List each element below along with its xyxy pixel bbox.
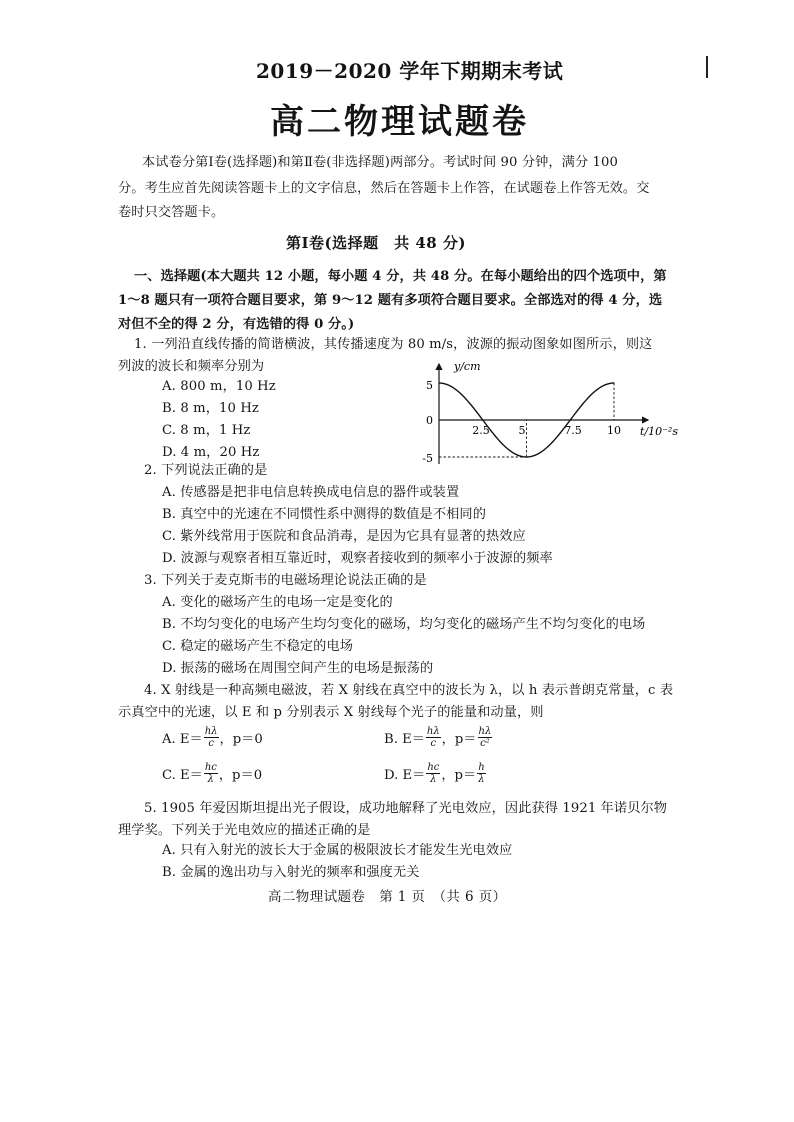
intro-line: 本试卷分第Ⅰ卷(选择题)和第Ⅱ卷(非选择题)两部分。考试时间 90 分钟，满分 100 (142, 155, 619, 170)
wave-data-point (526, 456, 527, 457)
fraction-denominator: λ (207, 774, 215, 785)
question-5-option-b: B. 金属的逸出功与入射光的频率和强度无关 (162, 865, 420, 880)
y-tick-label: -5 (422, 452, 433, 465)
formula-text: ，p＝0 (219, 732, 263, 747)
x-tick-label: 7.5 (564, 424, 582, 437)
question-3-stem: 3. 下列关于麦克斯韦的电磁场理论说法正确的是 (144, 573, 427, 588)
question-1-option-a: A. 800 m，10 Hz (162, 379, 276, 394)
fraction (204, 726, 219, 749)
x-tick-label: 10 (607, 424, 621, 437)
question-2-option-c: C. 紫外线常用于医院和食品消毒，是因为它具有显著的热效应 (162, 529, 526, 544)
wave-data-point (613, 382, 614, 383)
question-1-option-b: B. 8 m，10 Hz (162, 401, 259, 416)
question-2-option-a: A. 传感器是把非电信息转换成电信息的器件或装置 (162, 485, 460, 500)
question-4-stem: 4. X 射线是一种高频电磁波，若 X 射线在真空中的波长为 λ，以 h 表示普朗克常量，c 表 (144, 683, 674, 698)
exam-title: 高二物理试题卷 (270, 102, 529, 142)
wave-data-point (482, 419, 483, 420)
question-4-option-c (162, 762, 262, 785)
question-2-option-d: D. 波源与观察者相互靠近时，观察者接收到的频率小于波源的频率 (162, 551, 553, 566)
wave-data-point (460, 393, 461, 394)
formula-text: ，p＝ (441, 732, 477, 747)
formula-label: C. E＝ (162, 768, 203, 783)
question-3-option-b: B. 不均匀变化的电场产生均匀变化的磁场，均匀变化的磁场产生不均匀变化的电场 (162, 617, 646, 632)
question-4-stem: 示真空中的光速，以 E 和 p 分别表示 X 射线每个光子的能量和动量，则 (118, 705, 544, 720)
fraction-numerator: hc (427, 762, 440, 773)
formula-label: B. E＝ (384, 732, 425, 747)
fraction (477, 762, 485, 785)
fraction-numerator: hc (204, 762, 217, 773)
question-4-option-d (384, 762, 487, 785)
fraction-denominator: c (430, 738, 437, 749)
question-5-stem: 5. 1905 年爱因斯坦提出光子假设，成功地解释了光电效应，因此获得 1921 年诺贝尔物 (144, 801, 668, 816)
question-5-stem: 理学奖。下列关于光电效应的描述正确的是 (118, 823, 371, 838)
x-tick-label: 5 (518, 424, 526, 437)
formula-text: ，p＝0 (218, 768, 263, 783)
question-2-option-b: B. 真空中的光速在不同惯性系中测得的数值是不相同的 (162, 507, 486, 522)
y-axis-label: y/cm (454, 360, 481, 373)
question-1-option-d: D. 4 m，20 Hz (162, 445, 260, 460)
question-3-option-c: C. 稳定的磁场产生不稳定的电场 (162, 639, 354, 654)
instruction-line: 对但不全的得 2 分，有选错的得 0 分。) (118, 317, 355, 332)
fraction (478, 726, 493, 749)
fraction (204, 762, 218, 785)
scan-edge-mark (706, 56, 708, 78)
formula-label: D. E＝ (384, 768, 426, 783)
instruction-line: 1～8 题只有一项符合题目要求，第 9～12 题有多项符合题目要求。全部选对的得 4 分，选 (118, 293, 663, 308)
fraction-denominator: λ (430, 774, 437, 785)
instruction-line: 一、选择题(本大题共 12 小题，每小题 4 分，共 48 分。在每小题给出的四个选项中，第 (134, 269, 667, 284)
question-2-stem: 2. 下列说法正确的是 (144, 463, 268, 478)
question-4-option-b (384, 726, 493, 749)
question-3-option-a: A. 变化的磁场产生的电场一定是变化的 (162, 595, 393, 610)
x-axis-label: t/10⁻²s (640, 425, 678, 438)
fraction-numerator: h (478, 762, 485, 773)
intro-line: 卷时只交答题卡。 (118, 205, 225, 220)
question-1-stem: 列波的波长和频率分别为 (118, 359, 265, 374)
fraction-denominator: c (208, 738, 214, 749)
wave-data-point (570, 419, 571, 420)
fraction-denominator: λ (478, 774, 485, 785)
page-footer: 高二物理试题卷 第 1 页 （共 6 页） (268, 889, 507, 905)
question-5-option-a: A. 只有入射光的波长大于金属的极限波长才能发生光电效应 (162, 843, 513, 858)
wave-data-point (592, 393, 593, 394)
wave-data-point (438, 382, 439, 383)
question-1-stem: 1. 一列沿直线传播的简谐横波，其传播速度为 80 m/s，波源的振动图象如图所示，则这 (134, 337, 653, 352)
fraction-numerator: hλ (426, 726, 440, 737)
fraction-denominator: c² (480, 738, 490, 749)
wave-data-point (548, 446, 549, 447)
wave-vibration-chart (418, 356, 688, 474)
intro-line: 分。考生应首先阅读答题卡上的文字信息，然后在答题卡上作答，在试题卷上作答无效。交 (118, 181, 650, 196)
question-3-option-d: D. 振荡的磁场在周围空间产生的电场是振荡的 (162, 661, 434, 676)
fraction (426, 726, 441, 749)
formula-text: ，p＝ (441, 768, 477, 783)
question-1-option-c: C. 8 m，1 Hz (162, 423, 251, 438)
fraction-numerator: hλ (478, 726, 492, 737)
x-tick-label: 2.5 (472, 424, 490, 437)
fraction-numerator: hλ (204, 726, 218, 737)
question-4-option-a (162, 726, 263, 749)
y-tick-label: 5 (426, 379, 433, 392)
exam-subtitle: 2019－2020 学年下期期末考试 (256, 59, 564, 83)
section-title: 第Ⅰ卷(选择题 共 48 分) (286, 234, 467, 252)
formula-label: A. E＝ (162, 732, 203, 747)
wave-data-point (504, 446, 505, 447)
y-tick-label: 0 (426, 414, 433, 427)
fraction (426, 762, 440, 785)
